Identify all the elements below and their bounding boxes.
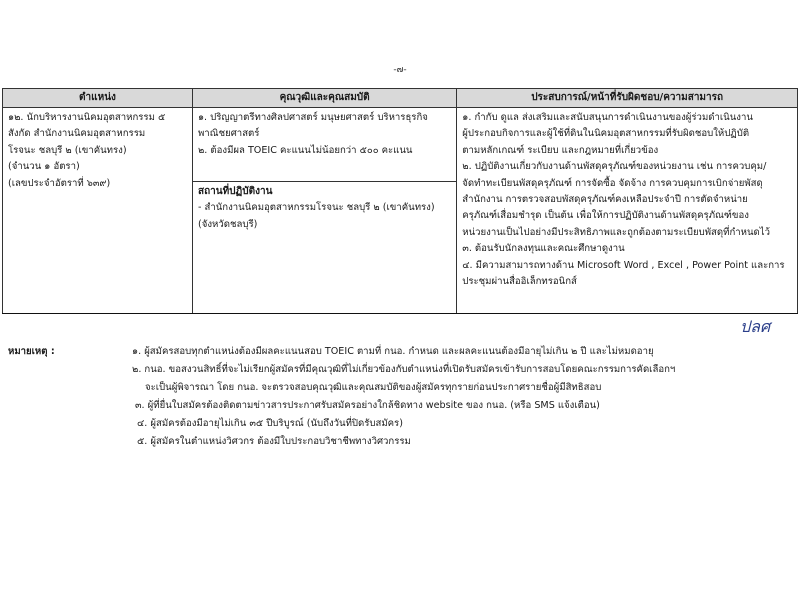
job-table (2, 88, 798, 314)
position-cell (3, 108, 193, 314)
qualification-line: ๒. ต้องมีผล TOEIC คะแนนไม่น้อยกว่า ๕๐๐ คะแนน (197, 144, 413, 156)
experience-line: ๔. มีความสามารถทางด้าน Microsoft Word , Excel , Power Point และการ (462, 259, 785, 271)
experience-line: หน่วยงานเป็นไปอย่างมีประสิทธิภาพและถูกต้องตามระเบียบพัสดุที่กำหนดไว้ (462, 226, 770, 238)
header-qualifications: คุณวุฒิและคุณสมบัติ (192, 89, 456, 108)
header-experience: ประสบการณ์/หน้าที่รับผิดชอบ/ความสามารถ (457, 89, 798, 108)
note-item: ๔. ผู้สมัครต้องมีอายุไม่เกิน ๓๕ ปีบริบูรณ์ (นับถึงวันที่ปิดรับสมัคร) (137, 418, 403, 429)
experience-line: สำนักงาน การตรวจสอบพัสดุครุภัณฑ์คงเหลือประจำปี การตัดจำหน่าย (462, 194, 748, 206)
table-header-row (3, 89, 798, 108)
position-line: โรจนะ ชลบุรี ๒ (เขาคันทรง) (8, 144, 127, 156)
position-line: ๑๒. นักบริหารงานนิคมอุตสาหกรรม ๕ (8, 112, 166, 123)
experience-line: ๒. ปฏิบัติงานเกี่ยวกับงานด้านพัสดุครุภัณฑ์ของหน่วยงาน เช่น การควบคุม/ (462, 161, 767, 173)
work-location-line: (จังหวัดชลบุรี) (197, 218, 258, 230)
position-line: (จำนวน ๑ อัตรา) (8, 161, 80, 173)
note-item: ๓. ผู้ที่ยื่นใบสมัครต้องติดตามข่าวสารประกาศรับสมัครอย่างใกล้ชิดทาง website ของ กนอ. (หรือ SMS แจ้งเตือน) (135, 400, 600, 411)
work-location-title: สถานที่ปฏิบัติงาน (197, 186, 273, 197)
qualification-line: พาณิชยศาสตร์ (197, 128, 260, 140)
page-number: -๗- (393, 65, 407, 75)
qualifications-block (193, 108, 456, 182)
position-line: (เลขประจำอัตราที่ ๖๓๙) (8, 177, 111, 189)
experience-line: ครุภัณฑ์เสื่อมชำรุด เป็นต้น เพื่อให้การปฏิบัติงานด้านพัสดุครุภัณฑ์ของ (462, 210, 749, 222)
qualifications-cell (192, 108, 456, 314)
notes-label: หมายเหตุ : (8, 346, 55, 357)
note-item: ๕. ผู้สมัครในตำแหน่งวิศวกร ต้องมีใบประกอบวิชาชีพทางวิศวกรรม (137, 436, 411, 447)
note-item: ๑. ผู้สมัครสอบทุกตำแหน่งต้องมีผลคะแนนสอบ TOEIC ตามที่ กนอ. กำหนด และผลคะแนนต้องมีอายุไม่เกิน ๒ ปี และไม่หมดอายุ (132, 346, 654, 357)
experience-line: ผู้ประกอบกิจการและผู้ใช้ที่ดินในนิคมอุตสาหกรรมที่รับผิดชอบให้ปฏิบัติ (462, 128, 750, 140)
experience-line: ประชุมผ่านสื่ออิเล็กทรอนิกส์ (462, 276, 577, 288)
qualification-line: ๑. ปริญญาตรีทางศิลปศาสตร์ มนุษยศาสตร์ บริหารธุรกิจ (197, 112, 428, 123)
table-row (3, 108, 798, 314)
handwritten-initials: ปลศ (740, 317, 771, 336)
experience-line: ตามหลักเกณฑ์ ระเบียบ และกฎหมายที่เกี่ยวข้อง (462, 144, 659, 156)
experience-line: ๑. กำกับ ดูแล ส่งเสริมและสนับสนุนการดำเนินงานของผู้ร่วมดำเนินงาน (462, 112, 753, 123)
position-line: สังกัด สำนักงานนิคมอุตสาหกรรม (8, 128, 146, 140)
work-location-line: - สำนักงานนิคมอุตสาหกรรมโรจนะ ชลบุรี ๒ (เขาคันทรง) (197, 202, 435, 214)
experience-line: ๓. ต้อนรับนักลงทุนและคณะศึกษาดูงาน (462, 243, 625, 255)
experience-line: จัดทำทะเบียนพัสดุครุภัณฑ์ การจัดซื้อ จัดจ้าง การควบคุมการเบิกจ่ายพัสดุ (462, 177, 763, 189)
experience-cell (457, 108, 798, 314)
note-item: ๒. กนอ. ขอสงวนสิทธิ์ที่จะไม่เรียกผู้สมัครที่มีคุณวุฒิที่ไม่เกี่ยวข้องกับตำแหน่งที่เปิดรับสมัครเข้ารับการสอบโดยคณะกรรมการคัดเลือกฯ (132, 364, 676, 375)
note-item: จะเป็นผู้พิจารณา โดย กนอ. จะตรวจสอบคุณวุฒิและคุณสมบัติของผู้สมัครทุกรายก่อนประกาศรายชื่อผู้มีสิทธิสอบ (145, 382, 602, 393)
header-position: ตำแหน่ง (3, 89, 193, 108)
